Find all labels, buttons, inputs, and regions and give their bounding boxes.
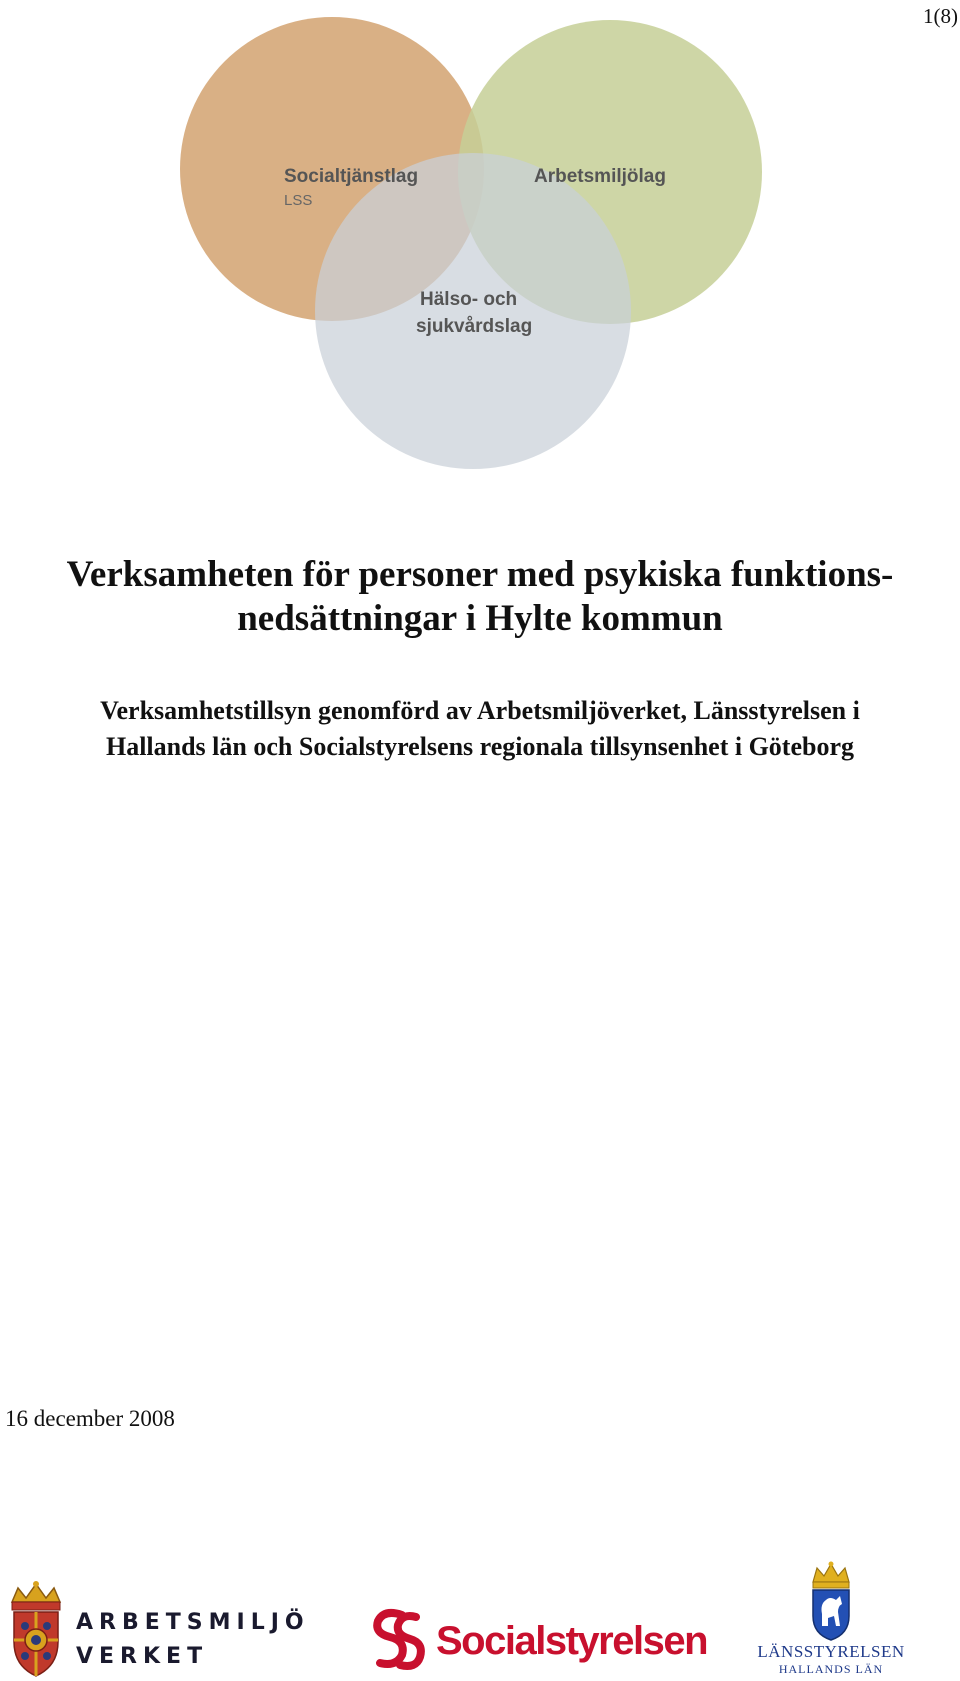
document-title — [0, 553, 960, 641]
venn-label-health-2: sjukvårdslag — [416, 316, 533, 337]
document-subtitle — [0, 693, 960, 765]
socialstyrelsen-wordmark: Socialstyrelsen — [436, 1619, 707, 1663]
venn-label-work: Arbetsmiljölag — [534, 166, 666, 187]
subtitle-line-2: Hallands län och Socialstyrelsens regionala tillsynsenhet i Göteborg — [105, 732, 855, 761]
page-number: 1(8) — [923, 4, 958, 28]
venn-label-social: Socialtjänstlag — [284, 166, 419, 187]
title-line-1: Verksamheten för personer med psykiska funktions- — [66, 554, 894, 595]
crown-lion-shield-icon — [756, 1560, 906, 1642]
document-date: 16 december 2008 — [5, 1406, 175, 1431]
venn-circle-health — [315, 153, 631, 469]
arbetsmiljoverket-line-2: VERKET — [76, 1644, 209, 1669]
arbetsmiljoverket-logo — [4, 1580, 310, 1680]
socialstyrelsen-emblem-icon — [362, 1605, 434, 1675]
arbetsmiljoverket-line-1: ARBETSMILJÖ — [76, 1610, 310, 1635]
logo-row — [0, 1560, 960, 1681]
crown-shield-icon — [4, 1580, 68, 1680]
venn-diagram — [180, 12, 780, 482]
arbetsmiljoverket-wordmark — [76, 1606, 310, 1674]
venn-label-social-sub: LSS — [284, 192, 313, 209]
title-line-2: nedsättningar i Hylte kommun — [237, 598, 723, 639]
lansstyrelsen-logo — [756, 1560, 906, 1681]
venn-label-health-1: Hälso- och — [420, 289, 518, 310]
subtitle-line-1: Verksamhetstillsyn genomförd av Arbetsmiljöverket, Länsstyrelsen i — [100, 696, 860, 725]
lansstyrelsen-region: HALLANDS LÄN — [778, 1662, 884, 1676]
socialstyrelsen-logo — [362, 1605, 707, 1675]
lansstyrelsen-wordmark: LÄNSSTYRELSEN — [757, 1642, 905, 1661]
